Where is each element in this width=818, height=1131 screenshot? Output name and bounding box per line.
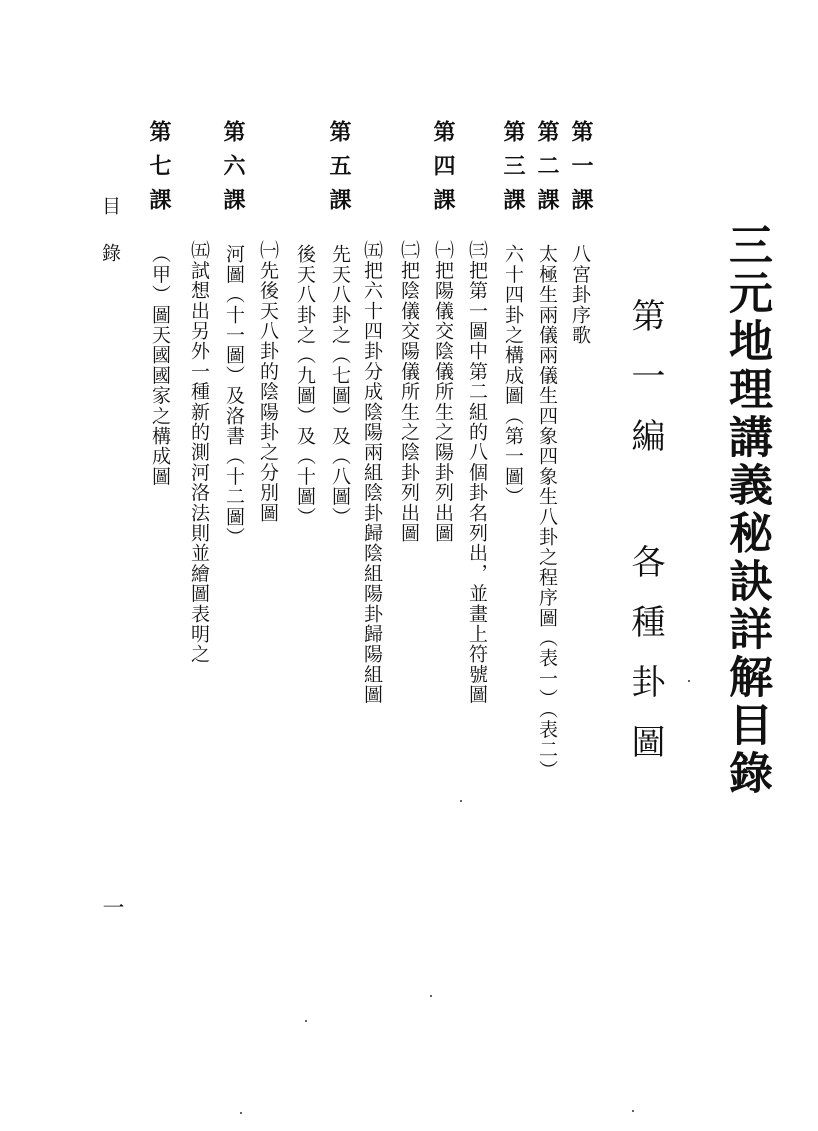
toc-item: 先天八卦之（七圖）及（八圖） (329, 244, 351, 527)
lesson-label-2: 第二課 (534, 120, 560, 222)
scan-speck (240, 1112, 242, 1114)
section-heading: 第一編 各種卦圖 (625, 298, 665, 784)
toc-item: ㈤試想出另外一種新的測河洛法則並繪圖表明之 (188, 240, 210, 665)
toc-item: ㈢把第一圖中第二組的八個卦名列出，並畫上符號圖 (466, 240, 488, 705)
toc-item: 八宮卦序歌 (569, 244, 591, 345)
scan-speck (430, 995, 432, 997)
scan-speck (688, 680, 690, 682)
toc-item: ㈤把六十四卦分成陰陽兩組陰卦歸陰組陽卦歸陽組圖 (361, 240, 383, 705)
scan-speck (632, 1110, 634, 1112)
toc-item: 六十四卦之構成圖（第一圖） (502, 244, 524, 507)
toc-item: ㈠先後天八卦的陰陽卦之分別圖 (257, 240, 279, 523)
lesson-label-4: 第四課 (430, 120, 456, 222)
toc-item: ㈠把陽儀交陰儀所生之陽卦列出圖 (432, 240, 454, 543)
toc-item: （甲）圖天國國家之構成圖 (149, 244, 171, 487)
toc-item: 太極生兩儀兩儀生四象四象生八卦之程序圖（表一）（表二） (536, 244, 558, 780)
lesson-label-1: 第一課 (568, 120, 594, 222)
lesson-label-5: 第五課 (326, 120, 352, 222)
document-title: 三元地理講義秘訣詳解目錄 (721, 222, 772, 798)
running-head: 目錄 (99, 196, 121, 290)
lesson-label-3: 第三課 (500, 120, 526, 222)
toc-item: 後天八卦之（九圖）及（十圖） (294, 244, 316, 527)
scan-speck (305, 1020, 307, 1022)
scan-speck (460, 800, 462, 802)
toc-item: ㈡把陰儀交陽儀所生之陰卦列出圖 (398, 240, 420, 543)
lesson-label-6: 第六課 (220, 120, 246, 222)
page-number: 一 (99, 896, 124, 918)
lesson-label-7: 第七課 (146, 120, 172, 222)
toc-item: 河圖（十一圖）及洛書（十二圖） (223, 244, 245, 547)
